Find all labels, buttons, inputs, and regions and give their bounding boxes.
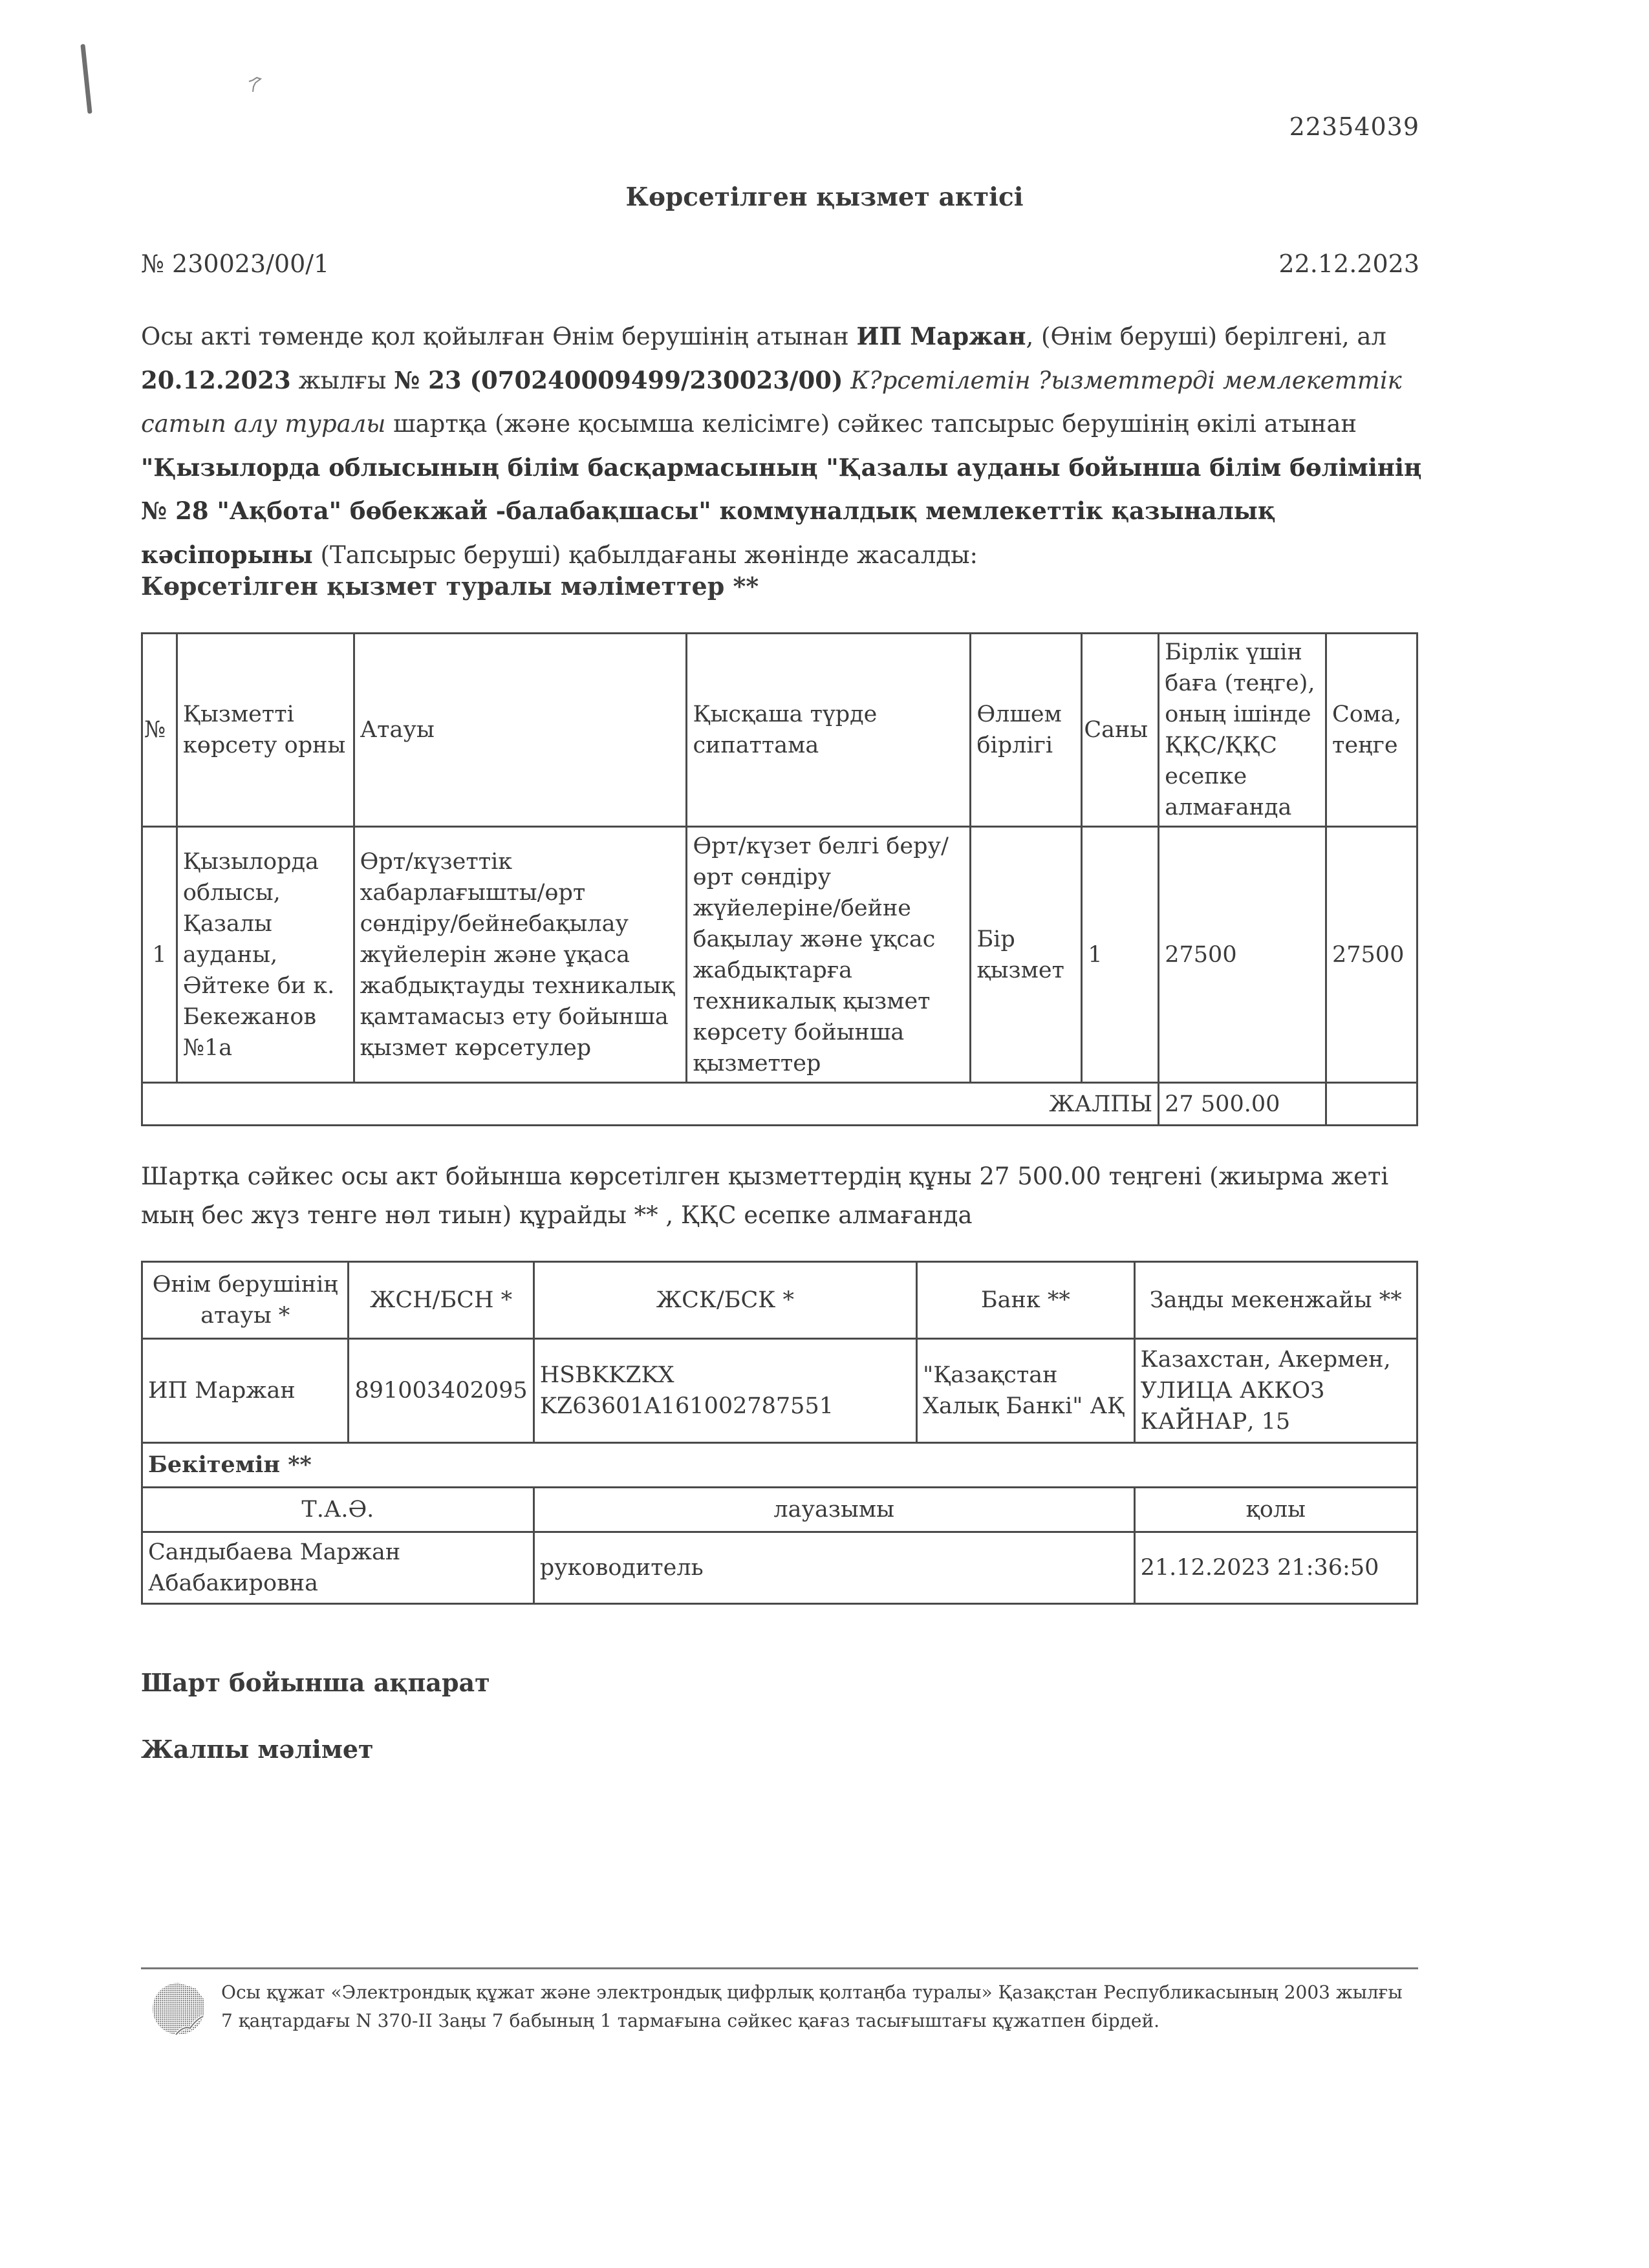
scan-speck [248, 76, 262, 93]
cell-location: Қызылорда облысы, Қазалы ауданы, Әйтеке би к. Бекежанов №1а [177, 827, 354, 1083]
contract-info-heading: Шарт бойынша ақпарат [141, 1668, 490, 1697]
intro-text: Осы акті төменде қол қойылған Өнім берушінің атынан [141, 323, 857, 350]
sign-row [142, 1532, 1417, 1604]
supplier-name: ИП Маржан [856, 322, 1026, 350]
column-header: Өнім берушінің атауы * [142, 1262, 349, 1339]
contract-subject: К?рсетілетін ?ызметтерді мемлекеттік сатып алу туралы [141, 366, 1402, 438]
column-header: Банк ** [917, 1262, 1135, 1339]
sum-statement: Шартқа сәйкес осы акт бойынша көрсетілген қызметтердің құны 27 500.00 теңгені (жиырма жеті мың бес жүз тенге нөл тиын) құрайды ** , ҚҚС есепке алмағанда [141, 1162, 1389, 1229]
signer-position: руководитель [534, 1532, 1134, 1604]
column-header: Қызметті көрсету орны [177, 634, 354, 827]
intro-text [843, 367, 850, 394]
total-label: ЖАЛПЫ [142, 1083, 1159, 1126]
act-date: 22.12.2023 [1278, 250, 1419, 278]
intro-text: , (Өнім беруші) берілгені, ал [1026, 323, 1386, 350]
services-table [141, 632, 1418, 1126]
column-header: Саны [1082, 634, 1159, 827]
footer-divider [141, 1967, 1418, 1969]
column-header: Бірлік үшін баға (теңге), оның ішінде ҚҚС/ҚҚС есепке алмағанда [1159, 634, 1326, 827]
signature-timestamp: 21.12.2023 21:36:50 [1134, 1532, 1417, 1604]
total-empty-cell [1326, 1083, 1417, 1126]
document-title: Көрсетілген қызмет актісі [625, 182, 1024, 212]
cell-description: Өрт/күзет белгі беру/өрт сөндіру жүйелеріне/бейне бақылау және ұқсас жабдықтарға техникалық қызмет көрсету бойынша қызметтер [687, 827, 971, 1083]
column-header: Т.А.Ә. [142, 1488, 534, 1532]
total-value: 27 500.00 [1159, 1083, 1326, 1126]
cell-unit: Бір қызмет [971, 827, 1082, 1083]
column-header: Қысқаша түрде сипаттама [687, 634, 971, 827]
contract-date: 20.12.2023 [141, 365, 291, 394]
approve-row [142, 1443, 1417, 1488]
customer-name: "Қызылорда облысының білім басқармасының "Қазалы ауданы бойынша білім бөлімінің № 28 "Ақбота" бөбекжай -балабақшасы" коммуналдық мемлекеттік қазыналық кәсіпорыны [141, 453, 1422, 569]
e-gov-emblem-icon [150, 1980, 207, 2037]
intro-paragraph [141, 315, 1428, 577]
scan-mark [80, 44, 92, 114]
cell-unit-price: 27500 [1159, 827, 1326, 1083]
column-header: Заңды мекенжайы ** [1134, 1262, 1417, 1339]
supplier-name-cell: ИП Маржан [142, 1339, 349, 1443]
column-header: ЖСН/БСН * [349, 1262, 534, 1339]
column-header: Өлшем бірлігі [971, 634, 1082, 827]
column-header: ЖСК/БСК * [534, 1262, 916, 1339]
supplier-iin-cell: 891003402095 [349, 1339, 534, 1443]
table-header-row [142, 634, 1417, 827]
services-heading: Көрсетілген қызмет туралы мәліметтер ** [141, 572, 759, 601]
iban: KZ63601A161002787551 [539, 1393, 834, 1419]
supplier-header-row [142, 1262, 1417, 1339]
column-header: қолы [1134, 1488, 1417, 1532]
intro-text: жылғы [290, 366, 394, 394]
signer-name: Сандыбаева Маржан Абабакировна [142, 1532, 534, 1604]
table-row [142, 827, 1417, 1083]
column-header: № [142, 634, 177, 827]
cell-name: Өрт/күзеттік хабарлағышты/өрт сөндіру/бейнебақылау жүйелерін және ұқаса жабдықтауды техникалық қамтамасыз ету бойынша қызмет көрсетулер [354, 827, 687, 1083]
intro-text: шартқа (және қосымша келісімге) сәйкес тапсырыс берушінің өкілі атынан [385, 410, 1357, 438]
sign-header-row [142, 1488, 1417, 1532]
column-header: Атауы [354, 634, 687, 827]
cell-quantity: 1 [1082, 827, 1159, 1083]
supplier-account-cell [534, 1339, 916, 1443]
supplier-table [141, 1261, 1418, 1605]
column-header: лауазымы [534, 1488, 1134, 1532]
total-row [142, 1083, 1417, 1126]
intro-text: (Тапсырыс беруші) қабылдағаны жөнінде жасалды: [312, 540, 978, 569]
supplier-row [142, 1339, 1417, 1443]
contract-number: № 23 (070240009499/230023/00) [394, 365, 843, 394]
document-id: 22354039 [1289, 112, 1419, 141]
bic: HSBKKZKX [539, 1362, 674, 1388]
supplier-bank-cell: "Қазақстан Халық Банкі" АҚ [917, 1339, 1135, 1443]
supplier-address-cell: Казахстан, Акермен, УЛИЦА АККОЗ КАЙНАР, 15 [1134, 1339, 1417, 1443]
cell-amount: 27500 [1326, 827, 1417, 1083]
general-info-heading: Жалпы мәлімет [141, 1735, 374, 1764]
column-header: Сома, теңге [1326, 634, 1417, 827]
footer-legal-text: Осы құжат «Электрондық құжат және электрондық цифрлық қолтаңба туралы» Қазақстан Республикасының 2003 жылғы 7 қаңтардағы N 370-II Заңы 7 бабының 1 тармағына сәйкес қағаз тасығыштағы құжатпен бірдей. [221, 1982, 1403, 2031]
cell-no: 1 [142, 827, 177, 1083]
act-number: № 230023/00/1 [141, 250, 330, 278]
approve-label: Бекітемін ** [142, 1443, 1417, 1488]
